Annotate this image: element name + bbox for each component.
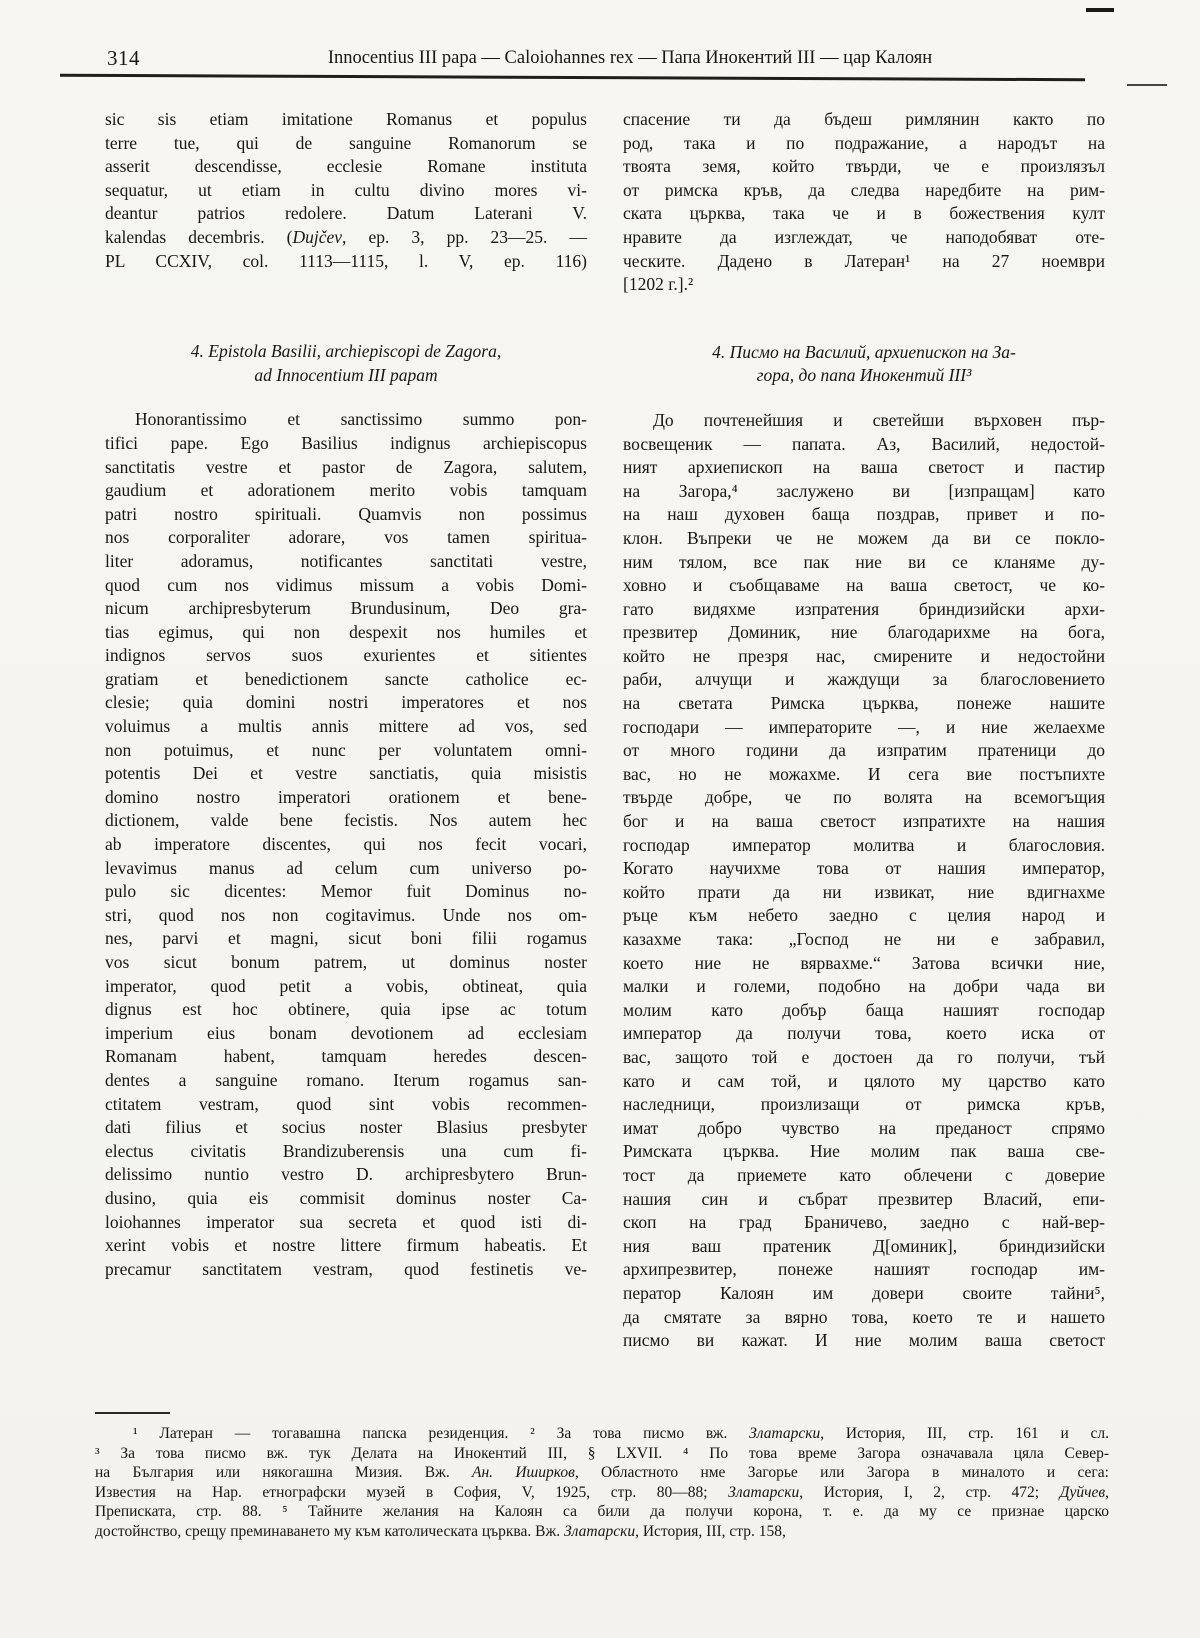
text-line: господар император молитва и благословия. <box>623 834 1105 855</box>
text-line: ператор Калоян им довери своите тайни⁵, <box>623 1282 1105 1303</box>
text-line: dentes a sanguine romano. Iterum rogamus san- <box>105 1069 587 1090</box>
text-line: liter adoramus, notificantes sanctitati vestre, <box>105 550 587 571</box>
text-line: ctitatem vestram, quod sint vobis recommen- <box>105 1093 587 1114</box>
text-line: imperium eius bonam devotionem ad ecclesiam <box>105 1022 587 1043</box>
scan-artifact-mark <box>1086 8 1114 12</box>
text-line: спасение ти да бъдеш римлянин както по <box>623 109 1105 129</box>
text-line: вас, но не можахме. И сега вие постъпихте <box>623 763 1105 784</box>
text-line: вас, защото той е достоен да го получи, тъй <box>623 1046 1105 1067</box>
text-line: domino nostro imperatori orationem et bene- <box>105 786 587 807</box>
text-line: nes, parvi et magni, sicut boni filii rogamus <box>105 928 587 949</box>
text-line: бог и на ваша светост изпратихте на нашия <box>623 811 1105 832</box>
text-line: ³ За това писмо вж. тук Делата на Инокентий III, § LXVII. ⁴ По това време Загора означавала цяла Север- <box>95 1444 1109 1462</box>
text-line: sanctitatis vestre et pastor de Zagora, salutem, <box>105 456 587 477</box>
text-line: electus civitatis Brandizuberensis una cum fi- <box>105 1140 587 1161</box>
text-line: твърде добре, че по волята на всемогъщия <box>623 787 1105 808</box>
text-line: quod cum nos vidimus missum a vobis Domi- <box>105 574 587 595</box>
text-line: гора, до папа Инокентий III³ <box>756 365 972 386</box>
text-line: нравите да изглеждат, че наподобяват оте- <box>623 226 1105 247</box>
running-title: Innocentius III papa — Caloiohannes rex — Папа Инокентий III — цар Калоян <box>327 48 933 68</box>
text-line: patri nostro spirituali. Quamvis non possimus <box>105 503 587 524</box>
text-line: PL CCXIV, col. 1113—1115, l. V, ep. 116) <box>105 250 587 271</box>
page-header <box>105 46 1105 74</box>
text-line: архипрезвитер, понеже нашият господар им- <box>623 1259 1105 1280</box>
text-line: vos sicut bonum patrem, ut dominus noster <box>105 952 587 972</box>
latin-continuation-paragraph <box>105 108 587 273</box>
text-line: от много години да изпратим пратеници до <box>623 740 1105 761</box>
text-line: писмо ви кажат. И ние молим ваша светост <box>623 1330 1105 1351</box>
text-line: dignus est hoc obtinere, quia ipse ac totum <box>105 999 587 1020</box>
text-line: До почтенейшия и светейши върховен пър- <box>653 409 1105 430</box>
text-line: достойнство, срещу преминаването му към католическата църква. Вж. Златарски, История, III, стр. 158, <box>95 1522 786 1540</box>
text-line: nos corporaliter adorare, vos tamen spiritua- <box>105 527 587 548</box>
text-line: император да получи това, което иска от <box>623 1023 1105 1044</box>
page-number: 314 <box>107 46 140 70</box>
text-line: dati filius et socius noster Blasius presbyter <box>105 1117 587 1138</box>
left-column <box>105 108 587 1353</box>
text-line: наследници, произлизащи от римска кръв, <box>623 1094 1105 1115</box>
footnotes-section <box>95 1424 1109 1542</box>
text-line: като и сам той, и цялото му царство като <box>623 1070 1105 1091</box>
footnotes-paragraph <box>95 1424 1109 1542</box>
text-line: [1202 г.].² <box>623 274 694 295</box>
text-line: от римска кръв, да следва наредбите на рим- <box>623 179 1105 200</box>
text-line: ховно и съобщаваме на ваша светост, че ко- <box>623 575 1105 596</box>
text-line: potentis Dei et vestre sanctiatis, quia misistis <box>105 763 587 784</box>
text-line: tifici pape. Ego Basilius indignus archiepiscopus <box>105 432 587 453</box>
text-line: delissimo nuntio vestro D. archipresbytero Brun- <box>105 1164 587 1185</box>
text-line: indignos servos suos exurientes et sitientes <box>105 645 587 666</box>
text-line: asserit descendisse, ecclesie Romane instituta <box>105 156 587 177</box>
text-line: имат добро чувство на преданост спрямо <box>623 1117 1105 1138</box>
text-line: раби, алчущи и жаждущи за благословението <box>623 669 1105 690</box>
text-line: род, така и по подражание, а народът на <box>623 132 1105 153</box>
text-line: voluimus a multis annis mittere ad vos, sed <box>105 716 587 737</box>
text-line: ческите. Дадено в Латеран¹ на 27 ноември <box>623 250 1105 271</box>
text-line: xerint vobis et nostre littere firmum habeatis. Et <box>105 1235 587 1256</box>
text-line: dictionem, valde bene fecistis. Nos autem hec <box>105 810 587 831</box>
text-line: клон. Въпреки че не можем да ви се покло- <box>623 527 1105 548</box>
text-line: Римската църква. Ние молим пак ваша све- <box>623 1141 1105 1162</box>
text-line: господари — императорите —, и ние желаехме <box>623 716 1105 737</box>
text-line: Honorantissimo et sanctissimo summo pon- <box>135 409 587 430</box>
text-line: loiohannes imperator sua secreta et quod isti di- <box>105 1211 587 1232</box>
text-line: imperator, quod petit a vobis, obtineat, quia <box>105 975 587 996</box>
text-line: на Загора,⁴ заслужено ви [изпращам] като <box>623 480 1105 501</box>
text-line: 4. Epistola Basilii, archiepiscopi de Zagora, <box>190 341 502 362</box>
text-line: малки и големи, подобно на добри чада ви <box>623 976 1105 997</box>
bulgarian-letter-paragraph <box>623 409 1105 1353</box>
text-line: ръце към небето заедно с целия народ и <box>623 905 1105 926</box>
text-line: казахме така: „Господ не ни е забравил, <box>623 929 1105 949</box>
text-line: deantur patrios redolere. Datum Laterani V. <box>105 203 587 224</box>
text-line: на наш духовен баща поздрав, привет и по- <box>623 504 1105 525</box>
text-line: който не презря нас, смирените и недостойни <box>623 645 1105 666</box>
text-line: 4. Писмо на Василий, архиепископ на За- <box>712 341 1016 362</box>
text-line: ния ваш пратеник Д[оминик], бриндизийски <box>623 1235 1105 1256</box>
text-line: ab imperatore discentes, qui nos fecit vocari, <box>105 834 587 855</box>
text-line: нашия син и събрат презвитер Власий, епи- <box>623 1188 1105 1209</box>
text-line: восвещеник — папата. Аз, Василий, недостой- <box>623 433 1105 454</box>
text-line: kalendas decembris. (Dujčev, ep. 3, pp. 23—25. — <box>105 226 587 247</box>
text-line: Когато научихме това от нашия император, <box>623 858 1105 879</box>
text-line: което ние не вярвахме.“ Затова всички ние, <box>623 952 1105 973</box>
text-line: nicum archipresbyterum Brundusinum, Deo gra- <box>105 598 587 619</box>
text-line: презвитер Доминик, ние благодарихме на бога, <box>623 622 1105 643</box>
text-line: tias egimus, qui non despexit nos humiles et <box>105 621 587 642</box>
text-line: levavimus manus ad celum cum universo po- <box>105 857 587 878</box>
header-rule <box>60 74 1085 81</box>
text-line: Преписката, стр. 88. ⁵ Тайните желания на Калоян са били да получи корона, т. е. да му се признае царско <box>95 1503 1109 1521</box>
text-line: Известия на Нар. етнографски музей в София, V, 1925, стр. 80—88; Златарски, История, I, 2, стр. 472; Дуйчев, <box>95 1483 1109 1501</box>
text-line: pulo sic dicentes: Memor fuit Dominus no- <box>105 881 587 902</box>
text-line: stri, quod nos non cogitavimus. Unde nos om- <box>105 904 587 925</box>
text-line: скоп на град Браничево, заедно с най-вер- <box>623 1212 1105 1233</box>
text-line: Romanam habent, tamquam heredes descen- <box>105 1046 587 1067</box>
text-line: тост да приемете като облечени с доверие <box>623 1164 1105 1185</box>
footnote-separator <box>95 1412 170 1414</box>
latin-letter-paragraph <box>105 408 587 1281</box>
text-line: на светата Римска църква, понеже нашите <box>623 693 1105 714</box>
text-line: на България или някогашна Мизия. Вж. Ан. Иширков, Областното нме Загорье или Загора в миналото и сега: <box>95 1464 1109 1482</box>
text-line: ската църква, така че и в божествения култ <box>623 203 1105 224</box>
text-line: ¹ Латеран — тогавашна папска резиденция. ² За това писмо вж. Златарски, История, III, стр. 161 и сл. <box>133 1425 1109 1442</box>
text-line: terre tue, qui de sanguine Romanorum se <box>105 132 587 153</box>
text-line: clesie; quia domini nostri imperatores et nos <box>105 692 587 713</box>
text-line: ният архиепископ на ваша светост и пастир <box>623 457 1105 478</box>
latin-section-heading <box>105 340 587 387</box>
text-line: молим като добър баща нашият господар <box>623 999 1105 1020</box>
text-line: ad Innocentium III papam <box>254 364 438 385</box>
text-line: ним тялом, все пак ние ви се кланяме ду- <box>623 551 1105 572</box>
text-line: sequatur, ut etiam in cultu divino mores vi- <box>105 179 587 200</box>
text-line: гато видяхме изпратения бриндизийски архи- <box>623 598 1105 619</box>
text-line: sic sis etiam imitatione Romanus et populus <box>105 109 587 129</box>
text-line: non potuimus, et nunc per voluntatem omni- <box>105 739 587 760</box>
text-line: dusino, quia eis commisit dominus noster Ca- <box>105 1187 587 1208</box>
right-column <box>623 108 1105 1353</box>
text-line: който прати да ни извикат, ние вдигнахме <box>623 881 1105 902</box>
bulgarian-section-heading <box>623 341 1105 388</box>
text-line: precamur sanctitatem vestram, quod festinetis ve- <box>105 1258 587 1279</box>
header-rule-fragment <box>1127 84 1167 86</box>
bulgarian-continuation-paragraph <box>623 108 1105 297</box>
two-column-body <box>105 108 1105 1353</box>
text-line: gratiam et benedictionem sancte catholice ec- <box>105 668 587 689</box>
text-line: да смятате за вярно това, което те и нашето <box>623 1306 1105 1327</box>
text-line: gaudium et adorationem merito vobis tamquam <box>105 480 587 501</box>
text-line: твоята земя, който твърди, че е произлязъл <box>623 156 1105 177</box>
